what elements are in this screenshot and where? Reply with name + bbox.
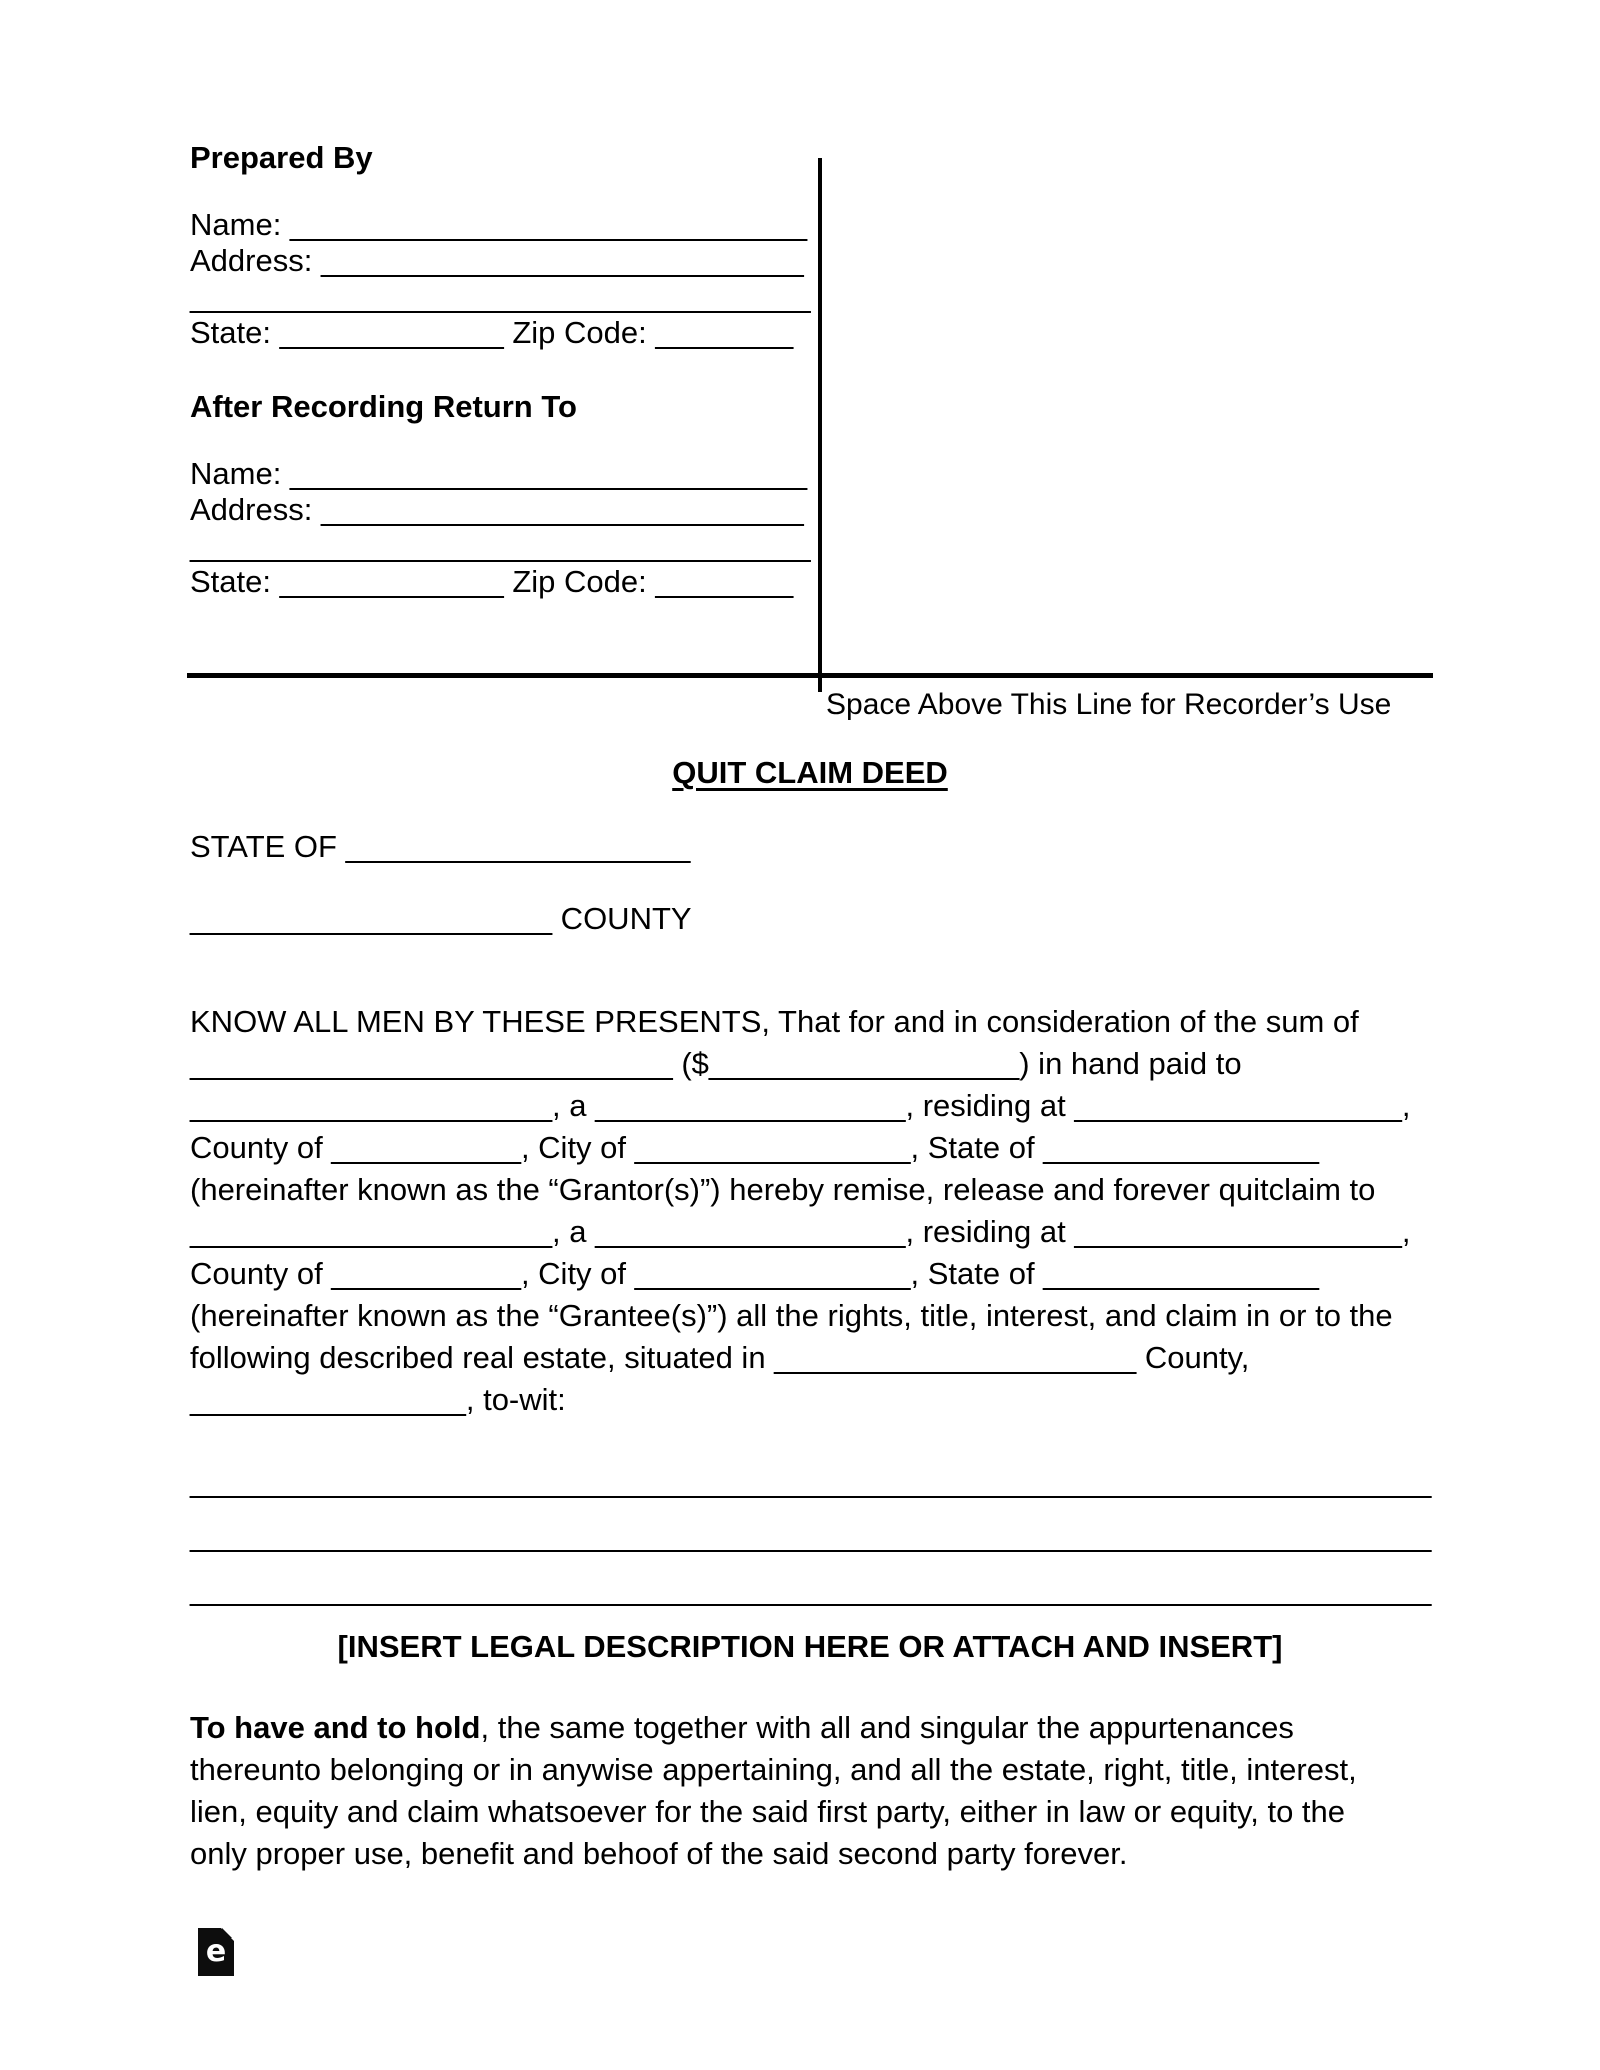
return-to-heading: After Recording Return To [190,389,577,424]
return-to-address-label: Address: [190,492,321,527]
habendum-bold-lead: To have and to hold [190,1710,481,1745]
prepared-by-address2-row [190,279,811,315]
return-to-zip-label: Zip Code: [503,564,656,599]
habendum-line-2: thereunto belonging or in anywise appertaining, and all the estate, right, title, interest, [190,1752,1357,1787]
prepared-by-name-blank[interactable]: ______________________________ [289,207,808,242]
eforms-logo-letter: e [205,1934,227,1969]
habendum-line-3: lien, equity and claim whatsoever for the said first party, either in law or equity, to the [190,1794,1346,1829]
vertical-divider-line [818,158,822,692]
county-row [190,900,692,938]
prepared-by-address-row [190,243,804,279]
granting-line-7[interactable]: County of ___________, City of ________________, State of ________________ [190,1256,1320,1291]
legal-description-line-3[interactable]: ________________________________________________________________________ [190,1572,1432,1607]
prepared-by-zip-label: Zip Code: [503,315,656,350]
return-to-state-blank[interactable]: _____________ [279,564,504,599]
prepared-by-state-blank[interactable]: _____________ [279,315,504,350]
prepared-by-zip-blank[interactable]: ________ [655,315,794,350]
granting-line-1: KNOW ALL MEN BY THESE PRESENTS, That for and in consideration of the sum of [190,1004,1359,1039]
prepared-by-state-label: State: [190,315,280,350]
granting-paragraph [190,1001,1411,1421]
county-label: COUNTY [552,901,692,936]
granting-line-8: (hereinafter known as the “Grantee(s)”) all the rights, title, interest, and claim in or to the [190,1298,1393,1333]
legal-description-blanks [190,1455,1431,1617]
recorder-separator-line [187,673,1433,678]
prepared-by-address-label: Address: [190,243,321,278]
county-blank[interactable]: _____________________ [190,901,553,936]
return-to-name-blank[interactable]: ______________________________ [289,456,808,491]
return-to-state-zip-row [190,564,793,600]
granting-line-5: (hereinafter known as the “Grantor(s)”) hereby remise, release and forever quitclaim to [190,1172,1376,1207]
state-of-label: STATE OF [190,829,346,864]
return-to-address2-blank[interactable]: ____________________________________ [190,528,811,563]
return-to-address2-row [190,528,811,564]
prepared-by-heading: Prepared By [190,140,373,175]
habendum-line-4: only proper use, benefit and behoof of the said second party forever. [190,1836,1128,1871]
eforms-logo-icon [198,1928,234,1976]
prepared-by-address-blank[interactable]: ____________________________ [320,243,804,278]
prepared-by-name-row [190,207,807,243]
return-to-name-label: Name: [190,456,290,491]
granting-line-4[interactable]: County of ___________, City of ________________, State of ________________ [190,1130,1320,1165]
habendum-line-1-rest: , the same together with all and singular the appurtenances [480,1710,1294,1745]
legal-description-insert-note: [INSERT LEGAL DESCRIPTION HERE OR ATTACH AND INSERT] [337,1629,1283,1664]
habendum-paragraph [190,1707,1480,1875]
prepared-by-address2-blank[interactable]: ____________________________________ [190,279,811,314]
recorder-use-note: Space Above This Line for Recorder’s Use [826,688,1392,721]
legal-description-line-1[interactable]: ________________________________________________________________________ [190,1464,1432,1499]
granting-line-9[interactable]: following described real estate, situated in _____________________ County, [190,1340,1250,1375]
return-to-state-label: State: [190,564,280,599]
return-to-zip-blank[interactable]: ________ [655,564,794,599]
granting-line-2[interactable]: ____________________________ ($__________________) in hand paid to [190,1046,1242,1081]
granting-line-3[interactable]: _____________________, a __________________, residing at ___________________, [190,1088,1411,1123]
document-title: QUIT CLAIM DEED [672,755,948,790]
return-to-address-row [190,492,804,528]
state-of-blank[interactable]: ____________________ [345,829,691,864]
prepared-by-name-label: Name: [190,207,290,242]
return-to-name-row [190,456,807,492]
granting-line-10[interactable]: ________________, to-wit: [190,1382,566,1417]
habendum-line-1 [190,1707,1480,1749]
granting-line-6[interactable]: _____________________, a __________________, residing at ___________________, [190,1214,1411,1249]
return-to-address-blank[interactable]: ____________________________ [320,492,804,527]
state-of-row [190,828,690,866]
prepared-by-state-zip-row [190,315,793,351]
legal-description-line-2[interactable]: ________________________________________________________________________ [190,1518,1432,1553]
